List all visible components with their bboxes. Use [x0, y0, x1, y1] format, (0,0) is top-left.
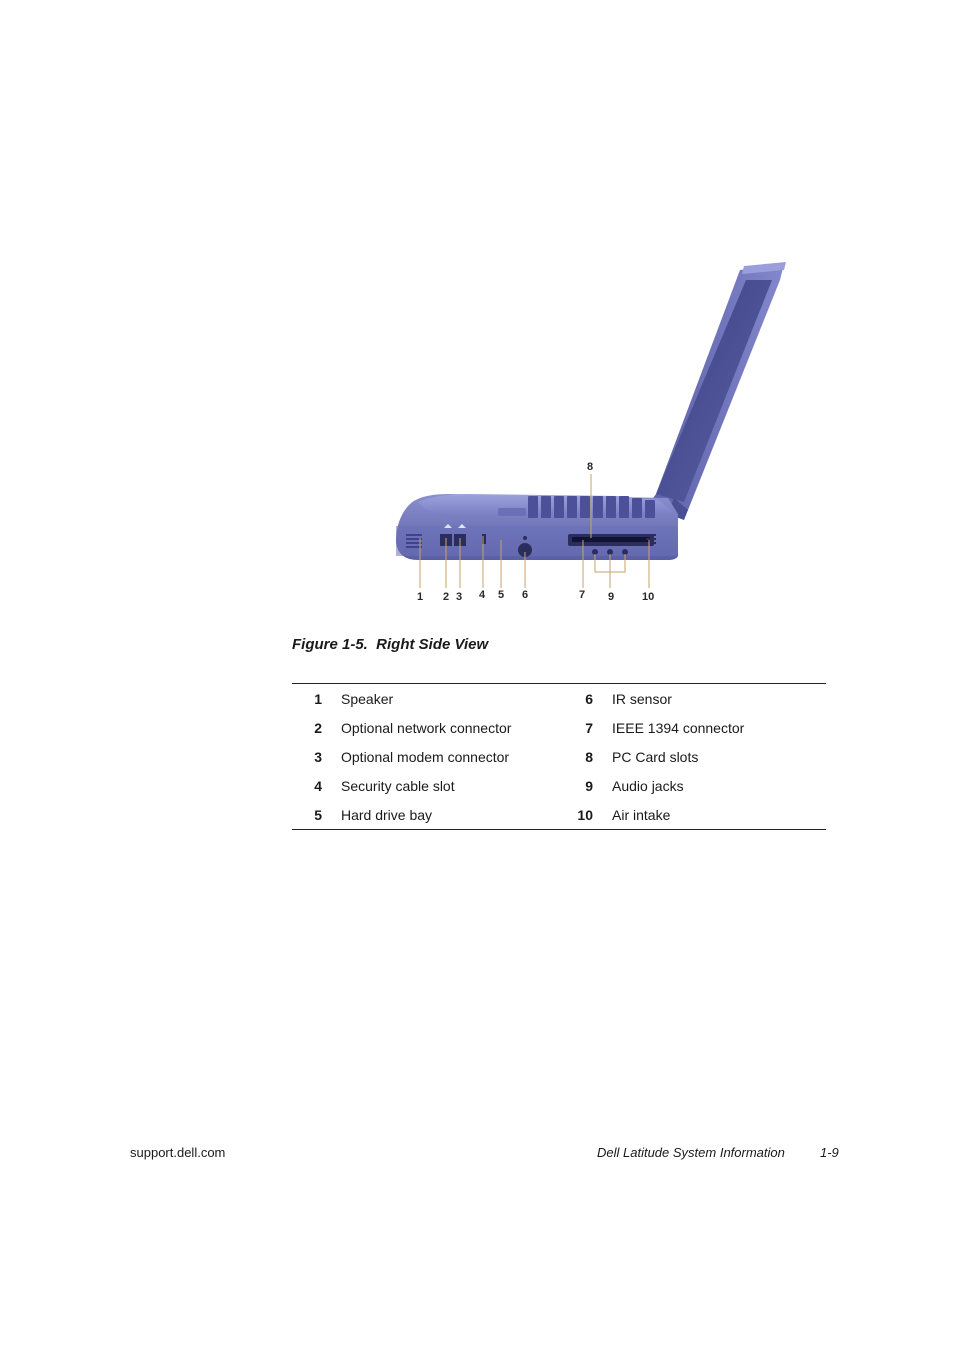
legend-label: Security cable slot — [341, 777, 455, 794]
callout-6: 6 — [522, 589, 529, 601]
callout-7: 7 — [579, 589, 586, 601]
legend-number: 8 — [585, 748, 593, 765]
callout-4: 4 — [479, 589, 486, 601]
legend-row — [292, 684, 826, 713]
legend-label: IEEE 1394 connector — [612, 719, 745, 736]
laptop-base — [396, 494, 678, 560]
legend-number: 9 — [585, 777, 593, 794]
callout-legend-table — [292, 683, 826, 830]
footer-document-title: Dell Latitude System Information — [597, 1145, 785, 1160]
legend-label: Speaker — [341, 690, 394, 707]
legend-number: 3 — [314, 748, 322, 765]
callout-10: 10 — [642, 591, 655, 603]
laptop-right-side-figure — [388, 258, 798, 608]
laptop-lid — [646, 262, 786, 520]
legend-label: Optional network connector — [341, 719, 512, 736]
legend-label: IR sensor — [612, 690, 672, 707]
callout-5: 5 — [498, 589, 505, 601]
page-number: 1-9 — [820, 1145, 839, 1160]
legend-label: Optional modem connector — [341, 748, 510, 765]
callout-8: 8 — [587, 461, 594, 473]
footer-website: support.dell.com — [130, 1145, 226, 1160]
legend-number: 6 — [585, 690, 593, 707]
legend-label: Hard drive bay — [341, 806, 433, 823]
legend-row — [292, 742, 826, 771]
callout-1: 1 — [417, 591, 424, 603]
figure-caption: Figure 1-5. Right Side View — [292, 636, 489, 653]
legend-number: 10 — [577, 806, 593, 823]
legend-label: Air intake — [612, 806, 671, 823]
laptop-illustration — [388, 258, 798, 608]
legend-number: 1 — [314, 690, 322, 707]
legend-label: Audio jacks — [612, 777, 684, 794]
callout-9: 9 — [608, 591, 615, 603]
callout-3: 3 — [456, 591, 463, 603]
legend-row — [292, 713, 826, 742]
legend-number: 4 — [314, 777, 322, 794]
legend-row — [292, 800, 826, 829]
legend-number: 2 — [314, 719, 322, 736]
legend-number: 5 — [314, 806, 322, 823]
legend-label: PC Card slots — [612, 748, 699, 765]
callout-2: 2 — [443, 591, 450, 603]
legend-number: 7 — [585, 719, 593, 736]
legend-row — [292, 771, 826, 800]
